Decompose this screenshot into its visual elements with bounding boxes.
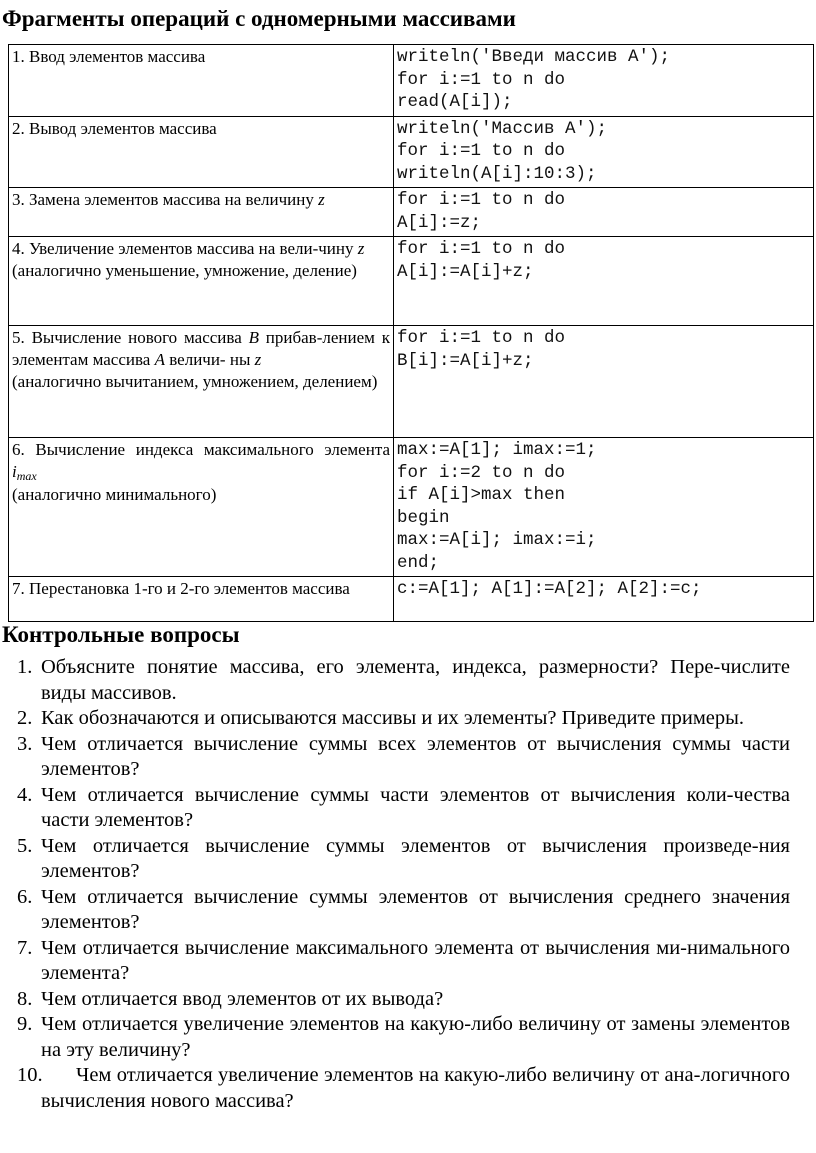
description-text: прибав-лением к элементам массива — [12, 328, 390, 369]
variable-i: i — [12, 462, 17, 481]
item-number: 1. — [17, 656, 33, 678]
questions-list — [0, 655, 790, 1114]
description-note: (аналогично вычитанием, умножением, делением) — [12, 372, 378, 391]
table-row — [9, 326, 814, 438]
code-line: max:=A[i]; imax:=i; — [397, 530, 597, 550]
item-number: 9. — [17, 1013, 33, 1035]
subscript-max: max — [16, 469, 37, 483]
variable-z: z — [357, 239, 365, 258]
item-number: 5. — [17, 834, 33, 857]
list-item — [0, 706, 790, 732]
table-row — [9, 237, 814, 326]
table-row — [9, 438, 814, 577]
description-text: 4. Увеличение элементов массива на вели-чину — [12, 239, 358, 258]
list-item — [0, 783, 790, 834]
page-title: Фрагменты операций с одномерными массивами — [2, 6, 516, 31]
description-text: 6. Вычисление индекса максимального элемента — [12, 440, 390, 459]
question-text: Чем отличается вычисление суммы элементов от вычисления произведе-ния элементов? — [41, 834, 790, 882]
description-note: (аналогично уменьшение, умножение, деление) — [12, 261, 357, 280]
table-row — [9, 188, 814, 237]
code-line: A[i]:=z; — [397, 212, 482, 233]
questions-heading: Контрольные вопросы — [2, 622, 240, 647]
code-line: for i:=1 to n do — [397, 190, 566, 210]
description-text: 1. Ввод элементов массива — [12, 47, 206, 66]
question-text: Чем отличается ввод элементов от их вывода? — [41, 987, 444, 1010]
code-line: writeln(A[i]:10:3); — [397, 163, 597, 184]
item-number: 10. — [17, 1064, 43, 1086]
row-code — [394, 577, 814, 622]
item-number: 2. — [17, 707, 33, 729]
item-number: 7. — [17, 936, 33, 959]
question-text: Чем отличается увеличение элементов на какую-либо величину от замены элементов на эту величину? — [41, 1013, 790, 1061]
row-code — [394, 438, 814, 577]
item-number: 6. — [17, 885, 33, 908]
fragments-table — [8, 44, 814, 622]
row-description — [9, 237, 394, 326]
variable-z: z — [254, 350, 262, 369]
row-description — [9, 188, 394, 237]
code-line: A[i]:=A[i]+z; — [397, 261, 534, 282]
row-code — [394, 45, 814, 117]
code-line: max:=A[1]; imax:=1; — [397, 440, 597, 460]
code-line: if A[i]>max then — [397, 485, 566, 505]
row-code — [394, 326, 814, 438]
variable-z: z — [318, 190, 325, 209]
row-description — [9, 326, 394, 438]
question-text: Чем отличается вычисление суммы всех элементов от вычисления суммы части элементов? — [41, 732, 790, 780]
list-item — [0, 655, 790, 706]
question-text: Чем отличается вычисление суммы части элементов от вычисления коли-чества части элементов? — [41, 783, 790, 831]
code-line: for i:=1 to n do — [397, 239, 566, 259]
code-line: c:=A[1]; A[1]:=A[2]; A[2]:=c; — [397, 579, 702, 599]
row-description — [9, 45, 394, 117]
description-text: величи- ны — [164, 350, 255, 369]
description-text: 3. Замена элементов массива на величину — [12, 190, 319, 209]
row-description — [9, 438, 394, 577]
code-line: for i:=2 to n do — [397, 462, 566, 483]
code-line: end; — [397, 552, 440, 573]
table-row — [9, 116, 814, 188]
description-text: 7. Перестановка 1-го и 2-го элементов массива — [12, 579, 350, 598]
code-line: B[i]:=A[i]+z; — [397, 350, 534, 371]
description-text: 5. Вычисление нового массива — [12, 328, 249, 347]
row-description — [9, 577, 394, 622]
code-line: for i:=1 to n do — [397, 141, 566, 161]
item-number: 4. — [17, 783, 33, 806]
list-item — [0, 987, 790, 1013]
description-text: 2. Вывод элементов массива — [12, 118, 217, 138]
description-note: (аналогично минимального) — [12, 485, 217, 504]
table-row — [9, 45, 814, 117]
row-code — [394, 116, 814, 188]
row-code — [394, 188, 814, 237]
item-number: 3. — [17, 732, 33, 755]
variable-B: B — [248, 328, 259, 347]
question-text: Чем отличается вычисление суммы элементов от вычисления среднего значения элементов? — [41, 885, 790, 933]
variable-A: A — [154, 350, 165, 369]
code-line: for i:=1 to n do — [397, 328, 566, 348]
list-item — [0, 936, 790, 987]
code-line: begin — [397, 507, 450, 528]
item-number: 8. — [17, 987, 33, 1010]
list-item — [0, 732, 790, 783]
list-item — [0, 834, 790, 885]
question-text: Чем отличается вычисление максимального элемента от вычисления ми-нимального элемента? — [41, 936, 790, 984]
code-line: for i:=1 to n do — [397, 69, 566, 90]
code-line: writeln('Массив A'); — [397, 118, 608, 139]
list-item — [0, 1063, 790, 1114]
row-description — [9, 116, 394, 188]
list-item — [0, 1012, 790, 1063]
code-line: read(A[i]); — [397, 92, 513, 112]
row-code — [394, 237, 814, 326]
question-text: Чем отличается увеличение элементов на какую-либо величину от ана-логичного вычисления нового массива? — [41, 1064, 790, 1112]
code-line: writeln('Введи массив A'); — [397, 47, 671, 67]
list-item — [0, 885, 790, 936]
table-row — [9, 577, 814, 622]
question-text: Как обозначаются и описываются массивы и их элементы? Приведите примеры. — [41, 707, 745, 729]
question-text: Объясните понятие массива, его элемента, индекса, размерности? Пере-числите виды массивов. — [41, 656, 790, 704]
